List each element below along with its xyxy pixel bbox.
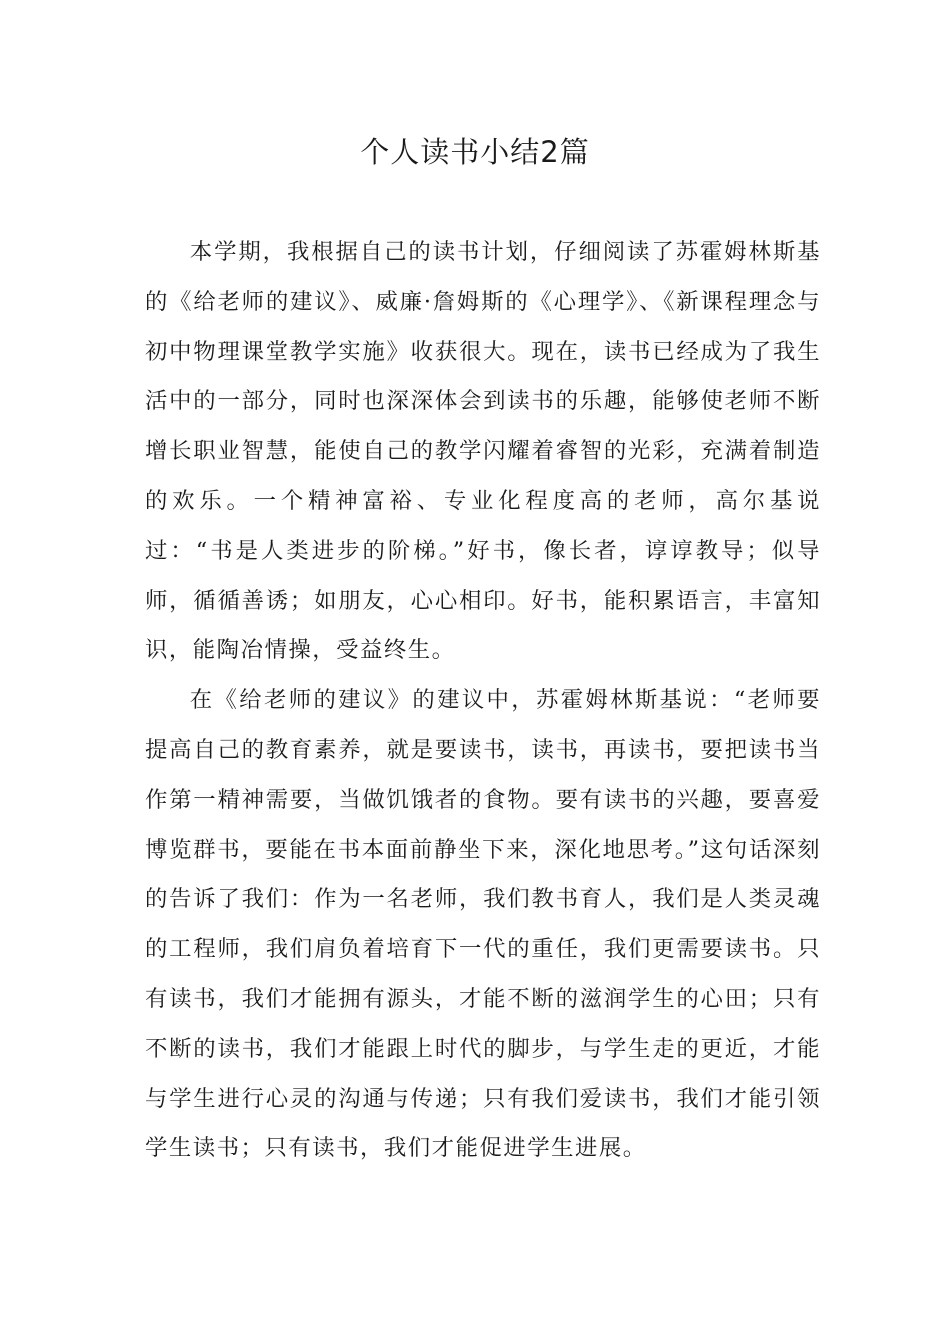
document-title: 个人读书小结2篇 — [360, 135, 590, 169]
document-body — [145, 228, 821, 1174]
paragraph-1: 本学期，我根据自己的读书计划，仔细阅读了苏霍姆林斯基的《给老师的建议》、威廉·詹姆斯的《心理学》、《新课程理念与初中物理课堂教学实施》收获很大。现在，读书已经成为了我生活中的一部分，同时也深深体会到读书的乐趣，能够使老师不断增长职业智慧，能使自己的教学闪耀着睿智的光彩，充满着制造的欢乐。一个精神富裕、专业化程度高的老师，高尔基说过：“书是人类进步的阶梯。”好书，像长者，谆谆教导；似导师，循循善诱；如朋友，心心相印。好书，能积累语言，丰富知识，能陶冶情操，受益终生。 — [145, 239, 821, 664]
paragraph-2: 在《给老师的建议》的建议中，苏霍姆林斯基说：“老师要提高自己的教育素养，就是要读书，读书，再读书，要把读书当作第一精神需要，当做饥饿者的食物。要有读书的兴趣，要喜爱博览群书，要能在书本面前静坐下来，深化地思考。”这句话深刻的告诉了我们：作为一名老师，我们教书育人，我们是人类灵魂的工程师，我们肩负着培育下一代的重任，我们更需要读书。只有读书，我们才能拥有源头，才能不断的滋润学生的心田；只有不断的读书，我们才能跟上时代的脚步，与学生走的更近，才能与学生进行心灵的沟通与传递；只有我们爱读书，我们才能引领学生读书；只有读书，我们才能促进学生进展。 — [145, 687, 821, 1162]
